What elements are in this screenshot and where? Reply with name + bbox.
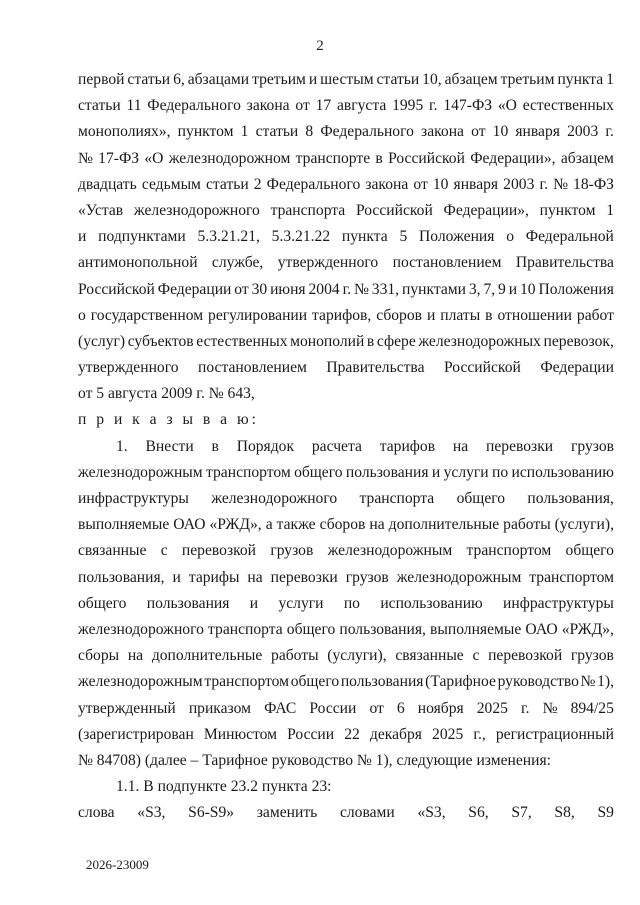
word: Федерации», <box>470 149 556 167</box>
word: использованию <box>380 594 483 612</box>
text-line <box>78 512 614 538</box>
word: связанные <box>78 542 147 560</box>
word: (Тарифное <box>425 673 496 691</box>
word: а <box>265 516 273 534</box>
word: (услуги), <box>327 647 387 665</box>
word: приказом <box>188 699 251 717</box>
text-line <box>78 119 614 145</box>
word: 5.3.21.21, <box>197 228 260 246</box>
word: Положения <box>419 228 495 246</box>
word: № <box>354 280 369 298</box>
word: пунктами <box>401 280 466 298</box>
word: и <box>172 568 181 586</box>
word: по <box>343 594 360 612</box>
word: Федерации», <box>443 201 529 219</box>
word: в <box>366 332 375 350</box>
word: 10 <box>519 280 536 298</box>
word: 6 <box>396 699 405 717</box>
word: инфраструктуры <box>503 594 614 612</box>
word: от <box>369 699 384 717</box>
page-number: 2 <box>316 38 324 54</box>
word: естественных <box>196 332 288 350</box>
word: г., <box>473 725 486 743</box>
word: Федерации <box>540 359 614 377</box>
word: 1 <box>606 201 614 219</box>
word: на <box>452 437 469 455</box>
word: монополиях», <box>78 123 171 141</box>
word: России <box>309 699 357 717</box>
text-line <box>78 617 614 643</box>
word: естественных <box>522 97 614 115</box>
word: седьмым <box>141 175 201 193</box>
word: 10, <box>422 71 442 88</box>
word: Порядок <box>236 437 295 455</box>
word: транспорта <box>270 201 346 219</box>
text-line <box>78 93 614 119</box>
word: третьим <box>500 71 555 88</box>
word: заменить <box>256 804 318 822</box>
word: службе, <box>211 254 264 272</box>
word: на <box>127 647 144 665</box>
word: 7, <box>483 280 496 298</box>
word: и <box>308 71 318 88</box>
text-line <box>78 800 614 826</box>
word: и <box>426 306 436 324</box>
word: железнодорожного <box>133 201 260 219</box>
text-line <box>78 303 614 329</box>
word: пользования <box>146 594 230 612</box>
word: 1 <box>240 123 249 141</box>
word: января <box>515 123 560 141</box>
word: на <box>247 568 263 586</box>
word: тарифов, <box>312 306 372 324</box>
word: подпунктами <box>98 228 186 246</box>
word: 10 <box>432 175 449 193</box>
word: ОАО <box>525 620 558 638</box>
word: (услуги), <box>554 516 614 534</box>
word: 1 <box>606 71 614 88</box>
word: S6-S9» <box>188 804 235 822</box>
word: железнодорожного <box>78 620 204 638</box>
word: грузов <box>345 568 389 586</box>
word: Российской <box>355 201 433 219</box>
text-line <box>78 146 614 172</box>
word: июня <box>270 280 306 298</box>
text-line <box>78 669 614 695</box>
word: пользования <box>340 673 424 691</box>
word: руководство <box>497 673 579 691</box>
word: также <box>276 516 316 534</box>
word: 30 <box>251 280 268 298</box>
word: утвержденного <box>78 359 179 377</box>
word: инфраструктуры <box>78 490 189 507</box>
word: регистрационный <box>495 725 614 743</box>
word: постановлением <box>392 254 502 272</box>
text-line <box>78 355 614 381</box>
word: перевозкой <box>181 542 257 560</box>
word: дополнительные <box>151 647 263 665</box>
text-line <box>78 198 614 224</box>
word: 17-ФЗ <box>98 149 140 167</box>
word: и <box>508 280 518 298</box>
word: S8, <box>554 804 575 822</box>
word: г. <box>539 175 548 193</box>
word: п р и к а з ы в а ю: <box>78 411 259 429</box>
word: от <box>234 280 249 298</box>
word: шестым <box>320 71 374 88</box>
word: железнодорожным <box>78 673 203 691</box>
word: 1), <box>597 673 614 691</box>
word: от <box>413 175 428 193</box>
word: статьи <box>255 123 299 141</box>
word: грузов <box>570 647 614 665</box>
word: отношении <box>497 306 572 324</box>
word: 6, <box>173 71 185 88</box>
word: первой <box>78 71 125 88</box>
word: от <box>471 123 486 141</box>
word: Федерального <box>266 175 361 193</box>
word: Внести <box>145 437 194 455</box>
text-line <box>78 381 614 407</box>
word: использованию <box>511 463 614 481</box>
word: 1.1. В подпункте 23.2 пункта 23: <box>116 778 332 796</box>
word: статьи <box>127 71 171 88</box>
word: на <box>369 516 385 534</box>
word: 1. <box>116 437 128 455</box>
word: декабря <box>369 725 422 743</box>
word: г. <box>521 699 530 717</box>
word: общего <box>286 620 336 638</box>
word: транспортом <box>206 463 291 481</box>
word: в <box>375 149 383 167</box>
word: монополий <box>290 332 365 350</box>
word: г. <box>342 280 352 298</box>
word: от <box>295 97 310 115</box>
word: «S3, <box>137 804 166 822</box>
word: Российской <box>388 149 465 167</box>
word: закона <box>421 123 464 141</box>
text-line <box>78 774 614 800</box>
word: 8 <box>305 123 314 141</box>
word: и <box>431 463 441 481</box>
word: общего <box>290 673 340 691</box>
word: сфере <box>376 332 416 350</box>
word: с <box>472 647 480 665</box>
text-line <box>78 434 614 460</box>
word: абзацем <box>444 71 498 88</box>
word: транспортом <box>204 673 290 691</box>
word: № <box>542 699 558 717</box>
word: транспорте <box>295 149 371 167</box>
word: платы <box>440 306 481 324</box>
word: с <box>160 542 168 560</box>
word: 2003 <box>503 175 535 193</box>
word: утвержденный <box>78 699 176 717</box>
word: перевозки <box>270 568 338 586</box>
word: транспортом <box>529 568 614 586</box>
word: пользования <box>345 463 429 481</box>
word: закона <box>246 97 290 115</box>
word: третьим <box>252 71 306 88</box>
word: регулировании <box>208 306 308 324</box>
word: 2004 <box>308 280 340 298</box>
text-line <box>78 329 614 355</box>
word: 9 <box>498 280 506 298</box>
word: по <box>492 463 509 481</box>
word: дополнительные <box>388 516 500 534</box>
word: Минюстом <box>203 725 278 743</box>
word: постановлением <box>198 359 307 377</box>
word: закона <box>365 175 409 193</box>
word: S6, <box>468 804 489 822</box>
word: 2 <box>253 175 262 193</box>
word: России <box>287 725 335 743</box>
text-line <box>78 486 614 512</box>
word: железнодорожных <box>418 332 541 350</box>
text-line <box>78 250 614 276</box>
word: грузов <box>570 437 614 455</box>
text-line <box>78 591 614 617</box>
word: грузов <box>270 542 314 560</box>
word: 2003 <box>567 123 599 141</box>
word: Федеральной <box>525 228 614 246</box>
text-line <box>78 67 614 93</box>
word: железнодорожного <box>211 490 338 507</box>
word: 1995 <box>392 97 424 115</box>
word: г. <box>605 123 614 141</box>
word: слова <box>78 804 115 822</box>
word: транспорта <box>208 620 283 638</box>
word: 5.3.21.22 <box>271 228 331 246</box>
word: железнодорожным <box>327 542 453 560</box>
word: г. <box>429 97 438 115</box>
word: общего <box>78 594 127 612</box>
word: Российской <box>444 359 521 377</box>
word: пользования, <box>527 490 614 507</box>
word: железнодорожном <box>168 149 291 167</box>
word: услуги <box>278 594 324 612</box>
word: транспорта <box>359 490 435 507</box>
word: Положения <box>538 280 614 298</box>
word: Федерального <box>147 97 241 115</box>
word: пользования, <box>339 620 426 638</box>
text-line <box>78 565 614 591</box>
word: S7, <box>511 804 532 822</box>
word: «Устав <box>78 201 124 219</box>
word: № <box>553 175 568 193</box>
word: пункта <box>341 228 388 246</box>
word: статьи <box>206 175 249 193</box>
word: августа <box>336 97 387 115</box>
word: «РЖД», <box>209 516 262 534</box>
word: расчета <box>311 437 362 455</box>
word: работы <box>503 516 551 534</box>
word: (услуг) <box>78 332 126 350</box>
word: общего <box>456 490 506 507</box>
word: Правительства <box>326 359 425 377</box>
word: в <box>211 437 219 455</box>
word: 2025 <box>476 699 508 717</box>
word: «S3, <box>417 804 446 822</box>
word: Правительства <box>515 254 614 272</box>
word: работ <box>576 306 614 324</box>
word: ФАС <box>264 699 297 717</box>
word: 17 <box>315 97 332 115</box>
word: работы <box>271 647 319 665</box>
text-line <box>78 460 614 486</box>
word: сборов <box>319 516 366 534</box>
word: № <box>580 673 596 691</box>
word: общего <box>294 463 343 481</box>
word: пункта <box>557 71 604 88</box>
word: 18-ФЗ <box>573 175 614 193</box>
word: Федерального <box>320 123 414 141</box>
word: и <box>249 594 259 612</box>
word: S9 <box>597 804 614 822</box>
word: железнодорожным <box>396 568 522 586</box>
word: государственном <box>90 306 204 324</box>
word: статьи <box>376 71 420 88</box>
word: пунктом <box>539 201 596 219</box>
word: абзацами <box>187 71 250 88</box>
word: 894/25 <box>570 699 614 717</box>
word: сборы <box>78 647 120 665</box>
text-line <box>78 722 614 748</box>
word: сборов <box>376 306 423 324</box>
word: 331, <box>371 280 400 298</box>
word: связанные <box>395 647 464 665</box>
document-body <box>78 67 614 826</box>
word: Федерации <box>157 280 232 298</box>
word: перевозки <box>486 437 554 455</box>
word: ОАО <box>173 516 206 534</box>
word: в <box>485 306 493 324</box>
word: утвержденного <box>277 254 379 272</box>
word: от 5 августа 2009 г. № 643, <box>78 385 255 403</box>
word: тарифов <box>379 437 436 455</box>
word: «О <box>144 149 164 167</box>
text-line <box>78 643 614 669</box>
word: услуги <box>443 463 489 481</box>
text-line <box>78 224 614 250</box>
word: № 84708) (далее – Тарифное руководство № 1), следующие изменения: <box>78 751 551 769</box>
word: словами <box>339 804 395 822</box>
text-line <box>78 538 614 564</box>
word: антимонопольной <box>78 254 198 272</box>
word: двадцать <box>78 175 137 193</box>
word: 10 <box>492 123 509 141</box>
order-word-line <box>78 407 614 433</box>
word: выполняемые <box>78 516 170 534</box>
word: января <box>453 175 499 193</box>
word: 3, <box>468 280 481 298</box>
word: тарифы <box>188 568 240 586</box>
word: 5 <box>399 228 408 246</box>
word: и <box>78 228 87 246</box>
word: «РЖД», <box>561 620 614 638</box>
text-line <box>78 277 614 303</box>
word: транспортом <box>466 542 552 560</box>
word: 22 <box>344 725 360 743</box>
document-code: 2026-23009 <box>86 857 149 872</box>
word: субъектов <box>127 332 194 350</box>
word: о <box>78 306 86 324</box>
word: 11 <box>126 97 142 115</box>
word: абзацем <box>560 149 614 167</box>
word: перевозкой <box>488 647 563 665</box>
word: Российской <box>78 280 155 298</box>
word: ноября <box>417 699 464 717</box>
word: пунктом <box>177 123 234 141</box>
word: 147-ФЗ <box>443 97 493 115</box>
text-line <box>78 172 614 198</box>
word: «О <box>497 97 517 115</box>
word: статьи <box>78 97 121 115</box>
word: железнодорожным <box>78 463 203 481</box>
word: выполняемые <box>430 620 522 638</box>
word: общего <box>565 542 614 560</box>
text-line <box>78 748 614 774</box>
word: перевозок, <box>543 332 614 350</box>
word: 2025 <box>432 725 464 743</box>
word: пользования, <box>78 568 165 586</box>
word: № <box>78 149 93 167</box>
word: (зарегистрирован <box>78 725 194 743</box>
text-line <box>78 696 614 722</box>
word: о <box>506 228 514 246</box>
